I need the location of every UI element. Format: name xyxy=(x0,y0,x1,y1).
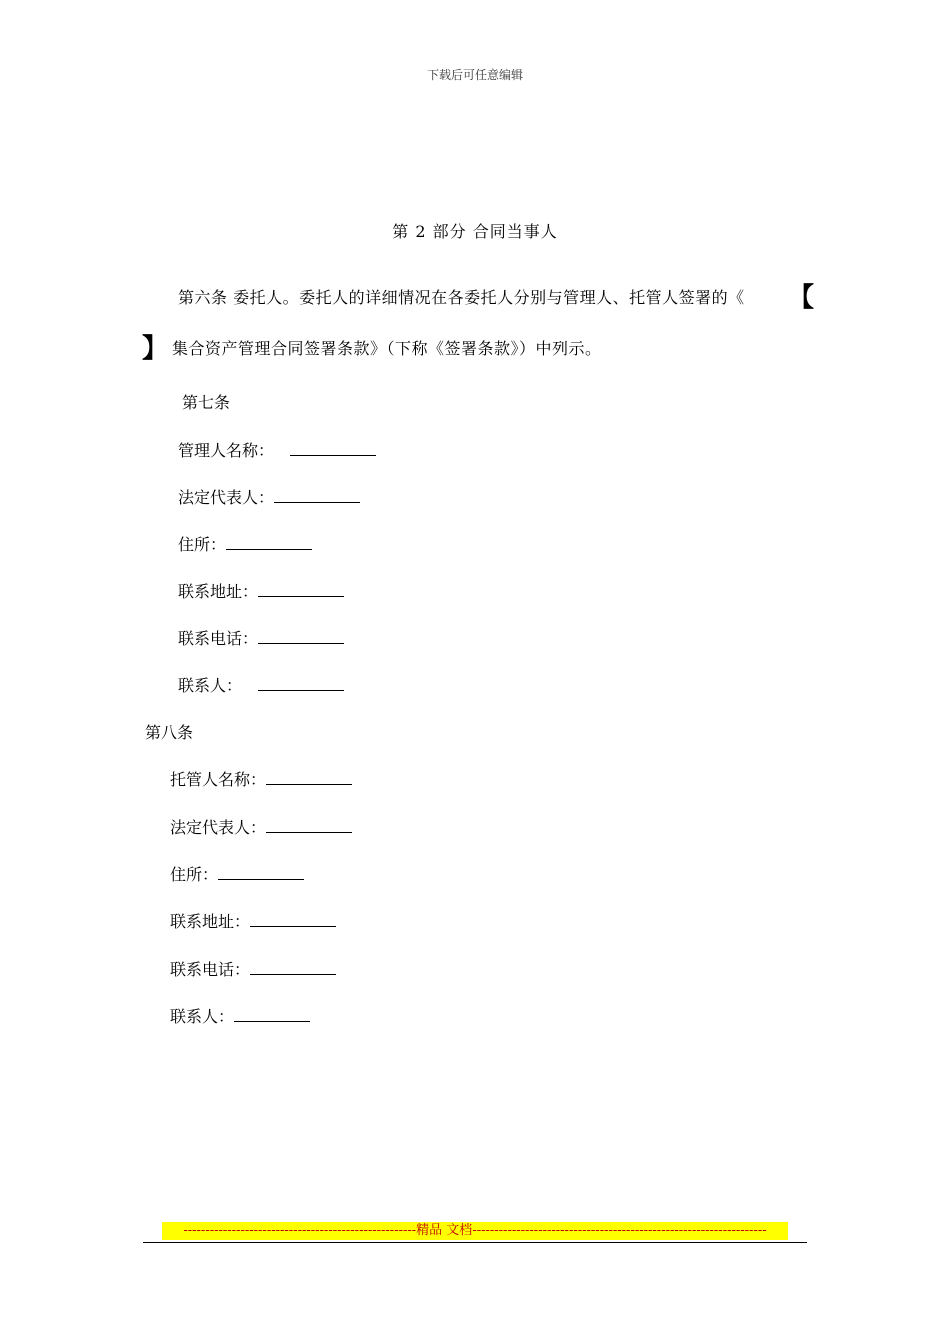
blank-line xyxy=(274,486,360,503)
blank-line xyxy=(290,439,376,456)
article-6-line-1: 第六条 委托人。委托人的详细情况在各委托人分别与管理人、托管人签署的《 xyxy=(178,288,745,307)
field-legal-rep xyxy=(178,485,360,508)
blank-line xyxy=(234,1005,310,1022)
field-label: 联系人： xyxy=(170,1007,235,1026)
blank-line xyxy=(250,958,336,975)
field-contact-phone-2 xyxy=(170,957,336,980)
bracket-open: 【 xyxy=(788,283,815,313)
field-label: 联系电话： xyxy=(170,960,251,979)
field-contact-person xyxy=(178,673,344,696)
field-contact-address-2 xyxy=(170,909,336,932)
field-label: 托管人名称： xyxy=(170,770,267,789)
field-address-2 xyxy=(170,862,304,885)
field-address xyxy=(178,532,312,555)
blank-line xyxy=(266,816,352,833)
footer-text: 精品 文档 xyxy=(416,1223,473,1238)
field-contact-address xyxy=(178,579,344,602)
field-label: 法定代表人： xyxy=(178,488,275,507)
blank-line xyxy=(258,627,344,644)
footer-dashes-left: ----------------------------------------------------- xyxy=(183,1223,417,1238)
field-legal-rep-2 xyxy=(170,815,352,838)
page-header: 下载后可任意编辑 xyxy=(426,68,523,82)
field-contact-person-2 xyxy=(170,1004,310,1027)
field-label: 管理人名称： xyxy=(178,441,275,460)
blank-line xyxy=(258,580,344,597)
field-custodian-name xyxy=(170,767,352,790)
footer-dashes-right: ------------------------------------------------------------------- xyxy=(472,1223,767,1238)
field-manager-name xyxy=(178,438,376,461)
field-label: 联系人： xyxy=(178,676,243,695)
blank-line xyxy=(266,768,352,785)
bracket-close: 】 xyxy=(142,334,169,364)
blank-line xyxy=(226,533,312,550)
blank-line xyxy=(218,863,304,880)
field-label: 法定代表人： xyxy=(170,818,267,837)
field-label: 联系电话： xyxy=(178,629,259,648)
footer-rule xyxy=(143,1242,807,1243)
field-contact-phone xyxy=(178,626,344,649)
article-7-heading: 第七条 xyxy=(182,393,231,412)
article-6-line-2: 集合资产管理合同签署条款》（下称《签署条款》）中列示。 xyxy=(172,339,602,358)
field-label: 住所： xyxy=(178,535,227,554)
blank-line xyxy=(250,910,336,927)
footer-banner xyxy=(162,1222,788,1240)
field-label: 住所： xyxy=(170,865,219,884)
field-label: 联系地址： xyxy=(170,912,251,931)
section-title: 第 2 部分 合同当事人 xyxy=(392,222,558,241)
blank-line xyxy=(258,674,344,691)
article-8-heading: 第八条 xyxy=(145,723,194,742)
field-label: 联系地址： xyxy=(178,582,259,601)
